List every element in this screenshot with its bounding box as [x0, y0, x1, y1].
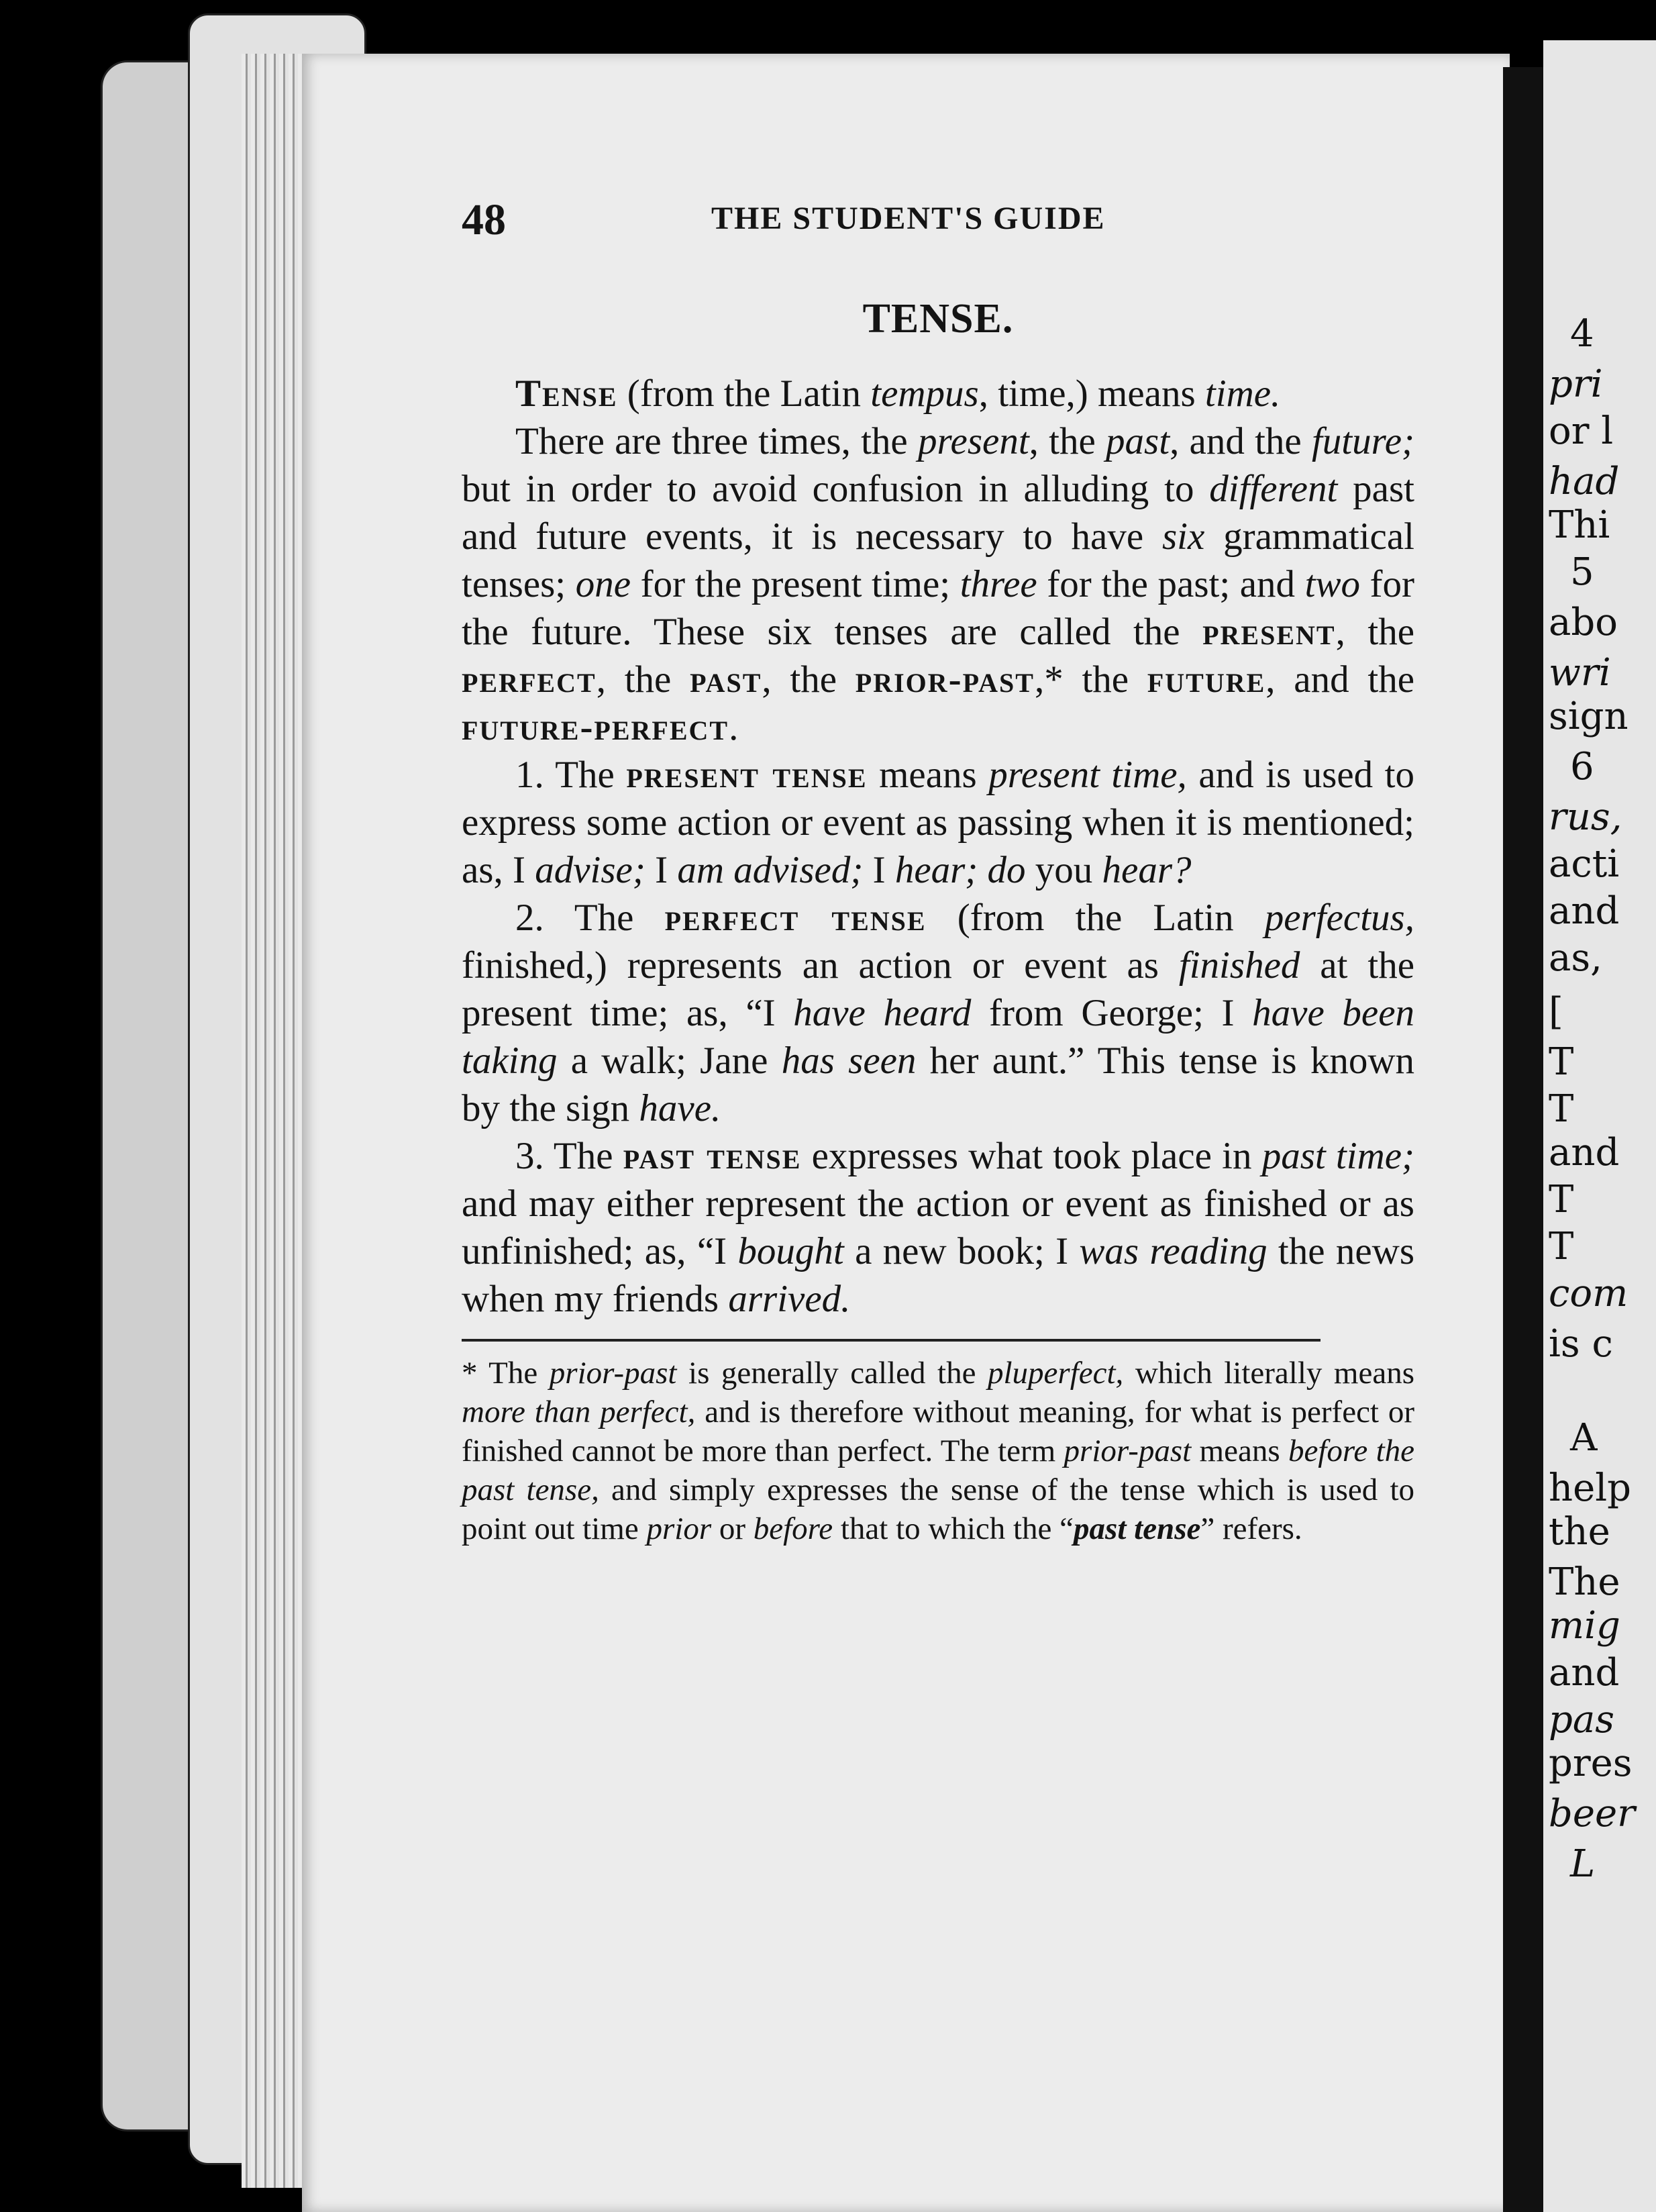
- right-page-fragment-text: and: [1549, 1651, 1620, 1695]
- right-page-fragment-text: abo: [1549, 601, 1618, 644]
- paragraph-present-tense: 1. The present tense means present time, and is used to express some action or event as passing when it is mentioned; as, I advise; I am advised; I hear; do you hear?: [462, 754, 1415, 891]
- right-page-fragment-text: and: [1549, 1131, 1620, 1174]
- right-page-fragment-text: 4: [1570, 312, 1594, 356]
- right-page-fragment-text: 5: [1570, 550, 1594, 594]
- right-page-fragment-text: [: [1549, 990, 1563, 1034]
- right-page-fragment-text: sign: [1549, 695, 1628, 738]
- paragraph-past-tense: 3. The past tense expresses what took place in past time; and may either represent the action or event as finished or as unfinished; as, “I bought a new book; I was reading the news when my friends arrived.: [462, 1135, 1415, 1320]
- page-number: 48: [462, 195, 506, 244]
- right-page-fragment-text: as,: [1549, 936, 1602, 980]
- right-page-fragment-text: had: [1549, 460, 1620, 503]
- right-page-fragment-text: rus,: [1549, 795, 1622, 839]
- right-page-fragment-text: pas: [1549, 1698, 1614, 1742]
- footnote: [462, 1354, 1414, 1548]
- right-page-fragment-text: or l: [1549, 409, 1614, 453]
- right-page-fragment-text: Thi: [1549, 503, 1610, 547]
- right-page-fragment-text: pres: [1549, 1742, 1633, 1785]
- right-page-fragment-text: T: [1549, 1225, 1574, 1268]
- paragraph-definition: Tense (from the Latin tempus, time,) means time.: [515, 372, 1281, 415]
- right-page-fragment-text: A: [1570, 1416, 1598, 1460]
- right-page-fragment-text: wri: [1549, 651, 1611, 695]
- right-page-fragment-text: T: [1549, 1040, 1574, 1084]
- right-page-fragment-text: T: [1549, 1178, 1574, 1221]
- footnote-rule: [462, 1339, 1321, 1342]
- right-page-fragment: [1543, 40, 1656, 2212]
- paragraph-three-times: There are three times, the present, the past, and the future; but in order to avoid confusion in alluding to different past and future events, it is necessary to have six grammatical tenses; one for the present time; three for the past; and two for the future. These six tenses are called the present, the perfect, the past, the prior-past,* the future, and the future-perfect.: [462, 420, 1414, 748]
- page-header: [462, 195, 1414, 255]
- paragraph-perfect-tense: 2. The perfect tense (from the Latin perfectus, finished,) represents an action or event as finished at the present time; as, “I have heard from George; I have been taking a walk; Jane has seen her aunt.” This tense is known by the sign have.: [462, 897, 1414, 1129]
- right-page-fragment-text: acti: [1549, 842, 1620, 886]
- right-page-fragment-text: is c: [1549, 1322, 1613, 1366]
- running-head: THE STUDENT'S GUIDE: [711, 201, 1106, 236]
- right-page-fragment-text: The: [1549, 1560, 1620, 1604]
- page-text-block: [462, 195, 1414, 1548]
- right-page-fragment-text: T: [1549, 1087, 1574, 1131]
- right-page-fragment-text: and: [1549, 889, 1620, 933]
- right-page-fragment-text: beer: [1549, 1792, 1635, 1836]
- right-page-fragment-text: help: [1549, 1466, 1631, 1510]
- section-title: TENSE.: [862, 296, 1014, 342]
- footnote-text: * The prior-past is generally called the pluperfect, which literally means more than perfect, and is therefore without meaning, for what is perfect or finished cannot be more than perfect. The term prior-past means before the past tense, and simply expresses the sense of the tense which is used to point out time prior or before that to which the “past tense” refers.: [462, 1356, 1415, 1546]
- right-page-fragment-text: pri: [1549, 362, 1603, 406]
- right-page-fragment-text: 6: [1570, 745, 1594, 789]
- right-page-fragment-text: L: [1570, 1842, 1596, 1886]
- right-page-fragment-text: mig: [1549, 1604, 1620, 1648]
- book-gutter: [1503, 67, 1543, 2212]
- right-page-fragment-text: the: [1549, 1510, 1610, 1554]
- right-page-fragment-text: com: [1549, 1272, 1628, 1315]
